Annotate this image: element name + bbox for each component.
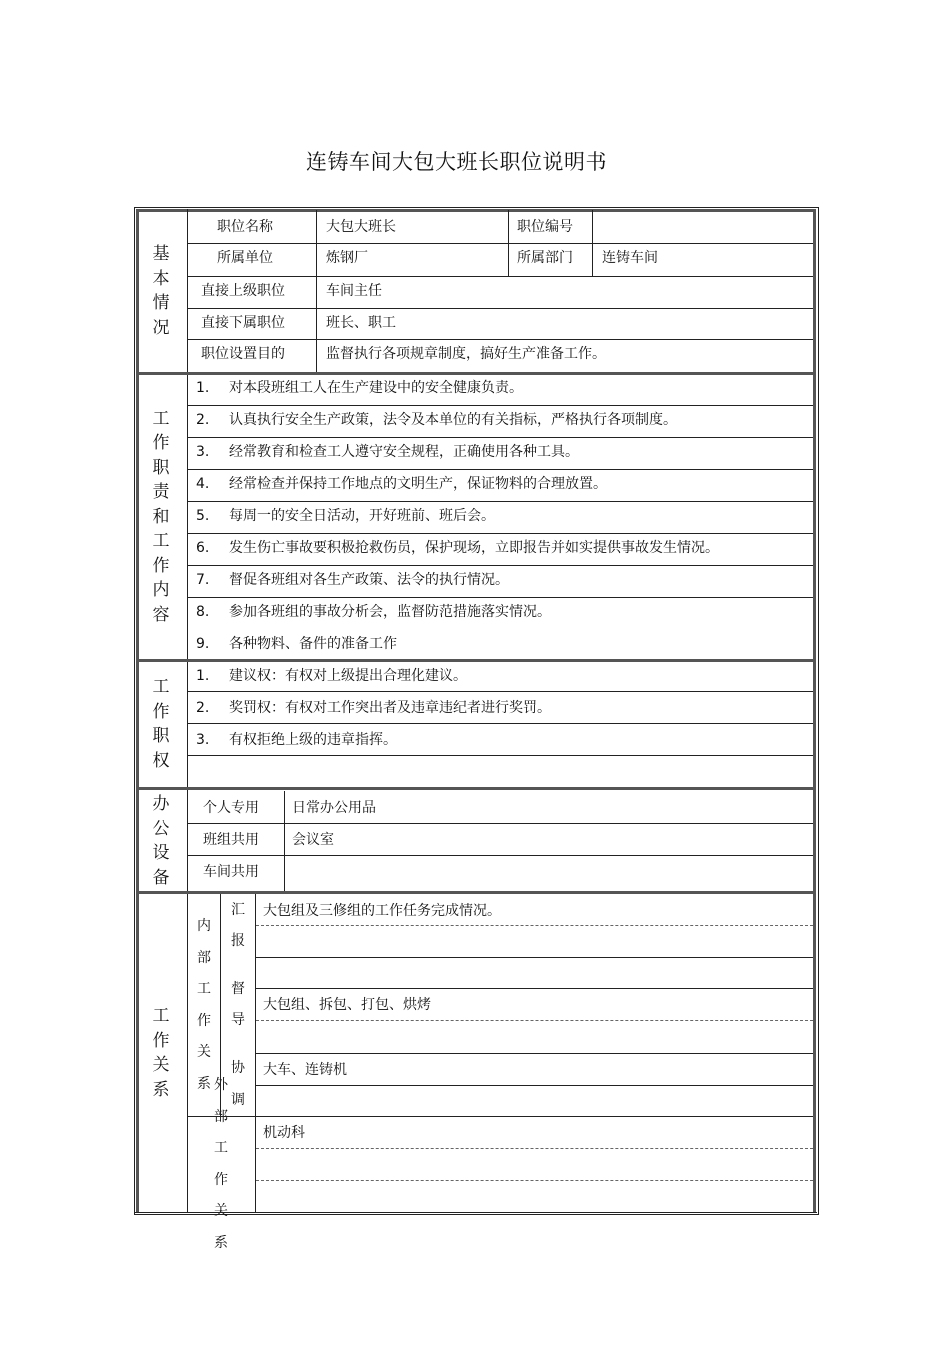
authority-item-text: 建议权：有权对上级提出合理化建议。 [229, 668, 467, 684]
section-duties-char: 工 [152, 408, 170, 429]
label-position-purpose: 职位设置目的 [201, 346, 285, 362]
grid-line [188, 823, 813, 824]
label-direct-subordinate: 直接下属职位 [201, 315, 285, 331]
duty-item-text: 每周一的安全日活动，开好班前、班后会。 [229, 508, 495, 524]
grid-line [136, 209, 139, 1212]
label-unit: 所属单位 [217, 250, 273, 266]
label-position-code: 职位编号 [517, 219, 573, 235]
equipment-value-team: 会议室 [292, 832, 334, 848]
grid-line [256, 988, 813, 989]
section-relations-char: 作 [152, 1030, 170, 1051]
label-position-name: 职位名称 [217, 219, 273, 235]
external-label-char: 外 [214, 1077, 228, 1093]
value-direct-superior: 车间主任 [326, 283, 382, 299]
grid-line [188, 308, 813, 309]
section-label-office-equipment [135, 791, 187, 891]
duty-item-number: 6. [196, 540, 210, 556]
equipment-label-personal: 个人专用 [203, 800, 259, 816]
coordinate-value: 大车、连铸机 [263, 1062, 347, 1078]
grid-line [188, 501, 813, 502]
duty-item-number: 7. [196, 572, 210, 588]
grid-line [134, 1212, 817, 1213]
external-label-char: 工 [214, 1140, 228, 1156]
section-basic-char: 况 [152, 317, 170, 338]
section-label-duties [135, 375, 187, 659]
internal-label-char: 关 [197, 1044, 211, 1060]
section-equipment-char: 设 [152, 843, 170, 863]
grid-line [188, 855, 813, 856]
internal-label-char: 系 [197, 1075, 211, 1092]
section-duties-char: 职 [152, 457, 170, 478]
value-position-purpose: 监督执行各项规章制度，搞好生产准备工作。 [326, 346, 606, 362]
section-authority-char: 职 [152, 726, 170, 746]
grid-line [136, 659, 815, 662]
section-authority-char: 权 [152, 750, 170, 771]
grid-line [136, 891, 815, 894]
grid-line [256, 925, 813, 926]
grid-line [813, 209, 816, 1212]
section-duties-char: 容 [152, 604, 170, 625]
section-basic-char: 本 [152, 268, 170, 289]
value-position-name: 大包大班长 [326, 219, 396, 235]
grid-line [136, 372, 815, 375]
page-title: 连铸车间大包大班长职位说明书 [306, 150, 607, 174]
equipment-label-workshop: 车间共用 [203, 864, 259, 880]
grid-line [188, 1116, 813, 1117]
grid-line [256, 1085, 813, 1086]
section-basic-char: 基 [152, 244, 170, 264]
duty-item-number: 4. [196, 476, 210, 492]
section-relations-char: 系 [152, 1079, 170, 1100]
section-equipment-char: 办 [152, 794, 170, 814]
section-label-basic-info [135, 210, 187, 372]
internal-label-char: 作 [197, 1012, 211, 1029]
duty-item-text: 认真执行安全生产政策，法令及本单位的有关指标，严格执行各项制度。 [229, 412, 677, 428]
grid-line [592, 210, 593, 276]
duty-item-text: 经常检查并保持工作地点的文明生产，保证物料的合理放置。 [229, 476, 607, 492]
label-department: 所属部门 [517, 250, 573, 266]
external-label-char: 系 [214, 1234, 228, 1251]
authority-item-number: 2. [196, 700, 210, 716]
supervise-label [221, 957, 255, 1053]
section-duties-char: 作 [152, 433, 170, 454]
external-label-char: 作 [214, 1171, 228, 1188]
duty-item-text: 各种物料、备件的准备工作 [229, 636, 397, 652]
section-duties-char: 责 [152, 482, 170, 503]
grid-line [188, 723, 813, 724]
grid-line [316, 210, 317, 372]
external-relations-label [188, 1077, 254, 1251]
report-value: 大包组及三修组的工作任务完成情况。 [263, 903, 501, 919]
internal-label-char: 部 [197, 949, 211, 966]
grid-line [188, 469, 813, 470]
authority-item-text: 有权拒绝上级的违章指挥。 [229, 732, 397, 748]
coordinate-label-char: 调 [231, 1091, 245, 1108]
duty-item-number: 2. [196, 412, 210, 428]
supervise-label-char: 导 [231, 1012, 245, 1028]
report-label-char: 汇 [231, 901, 245, 918]
external-label-char: 关 [214, 1203, 228, 1219]
grid-line [188, 565, 813, 566]
report-label [221, 895, 255, 957]
internal-label-char: 内 [197, 918, 211, 934]
duty-item-number: 3. [196, 444, 210, 460]
authority-item-number: 1. [196, 668, 210, 684]
grid-line [256, 1180, 813, 1181]
duty-item-number: 9. [196, 636, 210, 652]
grid-line [187, 209, 188, 1212]
grid-line [256, 1053, 813, 1054]
grid-line [136, 787, 815, 790]
coordinate-label-char: 协 [231, 1060, 245, 1076]
duty-item-text: 督促各班组对各生产政策、法令的执行情况。 [229, 572, 509, 588]
value-direct-subordinate: 班长、职工 [326, 315, 396, 331]
grid-line [284, 791, 285, 891]
section-equipment-char: 公 [152, 818, 170, 839]
grid-line [188, 405, 813, 406]
section-duties-char: 内 [152, 580, 170, 601]
section-relations-char: 关 [152, 1055, 170, 1075]
section-equipment-char: 备 [152, 867, 170, 888]
label-direct-superior: 直接上级职位 [201, 283, 285, 299]
duty-item-text: 对本段班组工人在生产建设中的安全健康负责。 [229, 380, 523, 396]
value-unit: 炼钢厂 [326, 250, 368, 266]
authority-item-number: 3. [196, 732, 210, 748]
external-value: 机动科 [263, 1125, 305, 1141]
section-relations-char: 工 [152, 1006, 170, 1026]
section-duties-char: 作 [152, 555, 170, 576]
duty-item-number: 8. [196, 604, 210, 620]
grid-line [188, 276, 813, 277]
equipment-value-personal: 日常办公用品 [292, 800, 376, 816]
supervise-label-char: 督 [231, 980, 245, 997]
report-label-char: 报 [231, 933, 245, 949]
section-basic-char: 情 [152, 293, 170, 313]
grid-line [188, 243, 813, 244]
grid-line [188, 339, 813, 340]
section-label-work-relations [135, 894, 187, 1212]
value-department: 连铸车间 [602, 250, 658, 266]
duty-item-text: 经常教育和检查工人遵守安全规程，正确使用各种工具。 [229, 444, 579, 460]
equipment-label-team: 班组共用 [203, 832, 259, 848]
duty-item-number: 1. [196, 380, 210, 396]
duty-item-text: 发生伤亡事故要积极抢救伤员，保护现场，立即报告并如实提供事故发生情况。 [229, 540, 719, 556]
grid-line [188, 691, 813, 692]
external-label-char: 部 [214, 1108, 228, 1125]
duty-item-number: 5. [196, 508, 210, 524]
section-authority-char: 工 [152, 677, 170, 697]
internal-label-char: 工 [197, 981, 211, 997]
grid-line [188, 533, 813, 534]
section-duties-char: 工 [152, 531, 170, 552]
grid-line [136, 209, 815, 212]
grid-line [188, 755, 813, 756]
grid-line [256, 1020, 813, 1021]
grid-line [508, 210, 509, 276]
grid-line [188, 597, 813, 598]
section-authority-char: 作 [152, 701, 170, 722]
grid-line [188, 437, 813, 438]
duty-item-text: 参加各班组的事故分析会，监督防范措施落实情况。 [229, 604, 551, 620]
grid-line [256, 1148, 813, 1149]
supervise-value: 大包组、拆包、打包、烘烤 [263, 997, 431, 1013]
section-label-authority [135, 662, 187, 786]
grid-line [220, 894, 221, 1116]
section-duties-char: 和 [152, 506, 170, 527]
grid-line [256, 957, 813, 958]
authority-item-text: 奖罚权：有权对工作突出者及违章违纪者进行奖罚。 [229, 700, 551, 716]
